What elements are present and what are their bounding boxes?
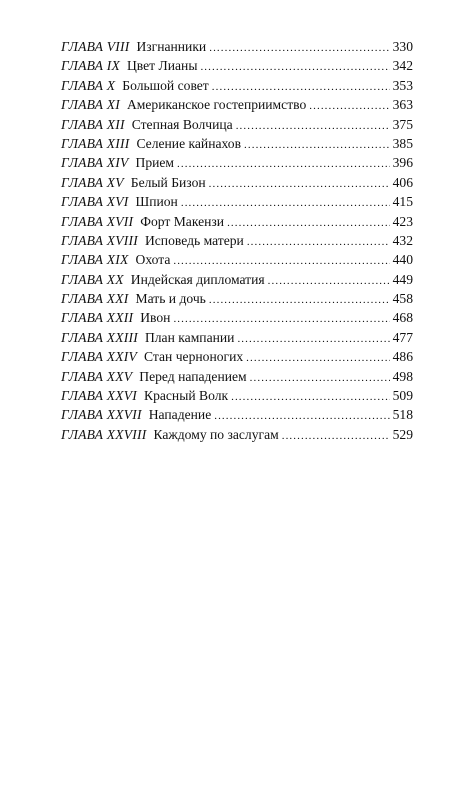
page-number: 509 [392,388,413,404]
chapter-title: Прием [135,155,175,171]
chapter-title: Красный Волк [144,388,229,404]
chapter-number: ГЛАВА X [61,77,116,93]
page-number: 385 [392,135,413,151]
chapter-number: ГЛАВА XII [61,116,125,132]
chapter-title: Мать и дочь [135,291,206,307]
page-number: 423 [392,213,413,229]
toc-entry[interactable] [61,173,413,192]
toc-entry[interactable] [61,328,413,347]
chapter-number: ГЛАВА XXV [61,368,133,384]
toc-entry[interactable] [61,289,413,308]
chapter-title: Степная Волчица [131,116,233,132]
toc-entry[interactable] [61,347,413,366]
dot-leader [231,388,390,407]
chapter-title: Перед нападением [139,368,247,384]
page-number: 449 [392,271,413,287]
chapter-title: Цвет Лианы [126,58,198,74]
page-number: 486 [392,349,413,365]
toc-entry[interactable] [61,153,413,172]
page-number: 363 [392,97,413,113]
chapter-number: ГЛАВА XIX [61,252,129,268]
chapter-title: Селение кайнахов [136,135,242,151]
chapter-number: ГЛАВА XXIII [61,329,138,345]
page-number: 375 [392,116,413,132]
chapter-number: ГЛАВА VIII [61,39,130,54]
chapter-number: ГЛАВА XIII [61,135,130,151]
toc-entry[interactable] [61,134,413,153]
chapter-number: ГЛАВА XXVI [61,388,137,404]
dot-leader [246,349,389,368]
toc-entry[interactable] [61,37,413,56]
chapter-title: Ивон [140,310,171,326]
chapter-number: ГЛАВА XXVIII [61,426,147,442]
chapter-number: ГЛАВА XXII [61,310,134,326]
chapter-number: ГЛАВА XXI [61,291,129,307]
toc-entry[interactable] [61,56,413,75]
toc-entry[interactable] [61,250,413,269]
chapter-number: ГЛАВА XVII [61,213,134,229]
dot-leader [209,291,390,310]
page-number: 396 [392,155,413,171]
page-number: 468 [392,310,413,326]
dot-leader [209,175,390,194]
chapter-title: Исповедь матери [144,232,244,248]
chapter-number: ГЛАВА IX [61,58,120,74]
dot-leader [244,136,390,155]
chapter-title: Индейская дипломатия [130,271,265,287]
toc-entry[interactable] [61,95,413,114]
page-number: 353 [392,77,413,93]
dot-leader [177,155,390,174]
toc-entry[interactable] [61,308,413,327]
toc-entry[interactable] [61,425,413,444]
page-number: 406 [392,174,413,190]
toc-entry[interactable] [61,367,413,386]
chapter-title: Охота [135,252,171,268]
page-number: 458 [392,291,413,307]
chapter-number: ГЛАВА XIV [61,155,129,171]
page-number: 518 [392,407,413,423]
page-number: 342 [392,58,413,74]
chapter-title: Большой совет [122,77,209,93]
chapter-number: ГЛАВА XVIII [61,232,138,248]
page-number: 440 [392,252,413,268]
chapter-title: Шпион [135,194,178,210]
dot-leader [268,272,390,291]
chapter-title: Американское гостеприимство [126,97,307,113]
chapter-title: Стан черноногих [144,349,244,365]
dot-leader [247,233,390,252]
chapter-number: ГЛАВА XX [61,271,124,287]
toc-entry[interactable] [61,76,413,95]
page-number: 477 [392,329,413,345]
page-number: 529 [392,426,413,442]
chapter-number: ГЛАВА XV [61,174,124,190]
chapter-title: Нападение [148,407,212,423]
chapter-title: План кампании [144,329,235,345]
dot-leader [227,214,390,233]
toc-entry[interactable] [61,386,413,405]
chapter-title: Каждому по заслугам [153,426,279,442]
chapter-number: ГЛАВА XXIV [61,349,137,365]
toc-entry[interactable] [61,270,413,289]
page-number: 432 [392,232,413,248]
chapter-title: Изгнанники [136,39,207,54]
page-number: 415 [392,194,413,210]
page-number: 330 [392,39,413,54]
toc-entry[interactable] [61,212,413,231]
toc-entry[interactable] [61,231,413,250]
dot-leader [282,427,390,446]
dot-leader [250,369,390,388]
dot-leader [309,97,389,116]
chapter-title: Форт Макензи [140,213,225,229]
dot-leader [236,117,390,136]
table-of-contents [61,37,413,444]
page-number: 498 [392,368,413,384]
toc-entry[interactable] [61,405,413,424]
toc-entry[interactable] [61,192,413,211]
chapter-number: ГЛАВА XVI [61,194,129,210]
chapter-title: Белый Бизон [130,174,206,190]
toc-entry[interactable] [61,115,413,134]
chapter-number: ГЛАВА XXVII [61,407,142,423]
dot-leader [200,58,389,77]
dot-leader [209,39,389,58]
dot-leader [237,330,389,349]
chapter-number: ГЛАВА XI [61,97,120,113]
